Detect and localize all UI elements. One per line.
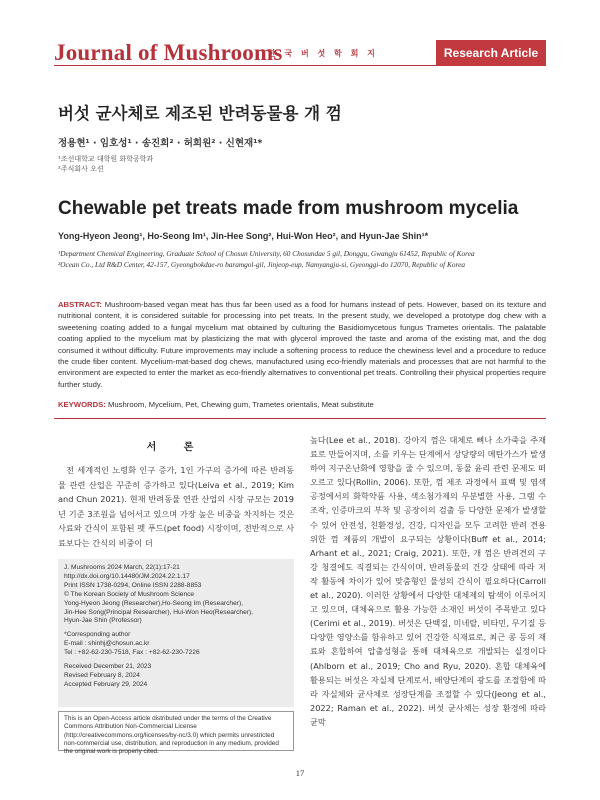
abstract [58, 299, 546, 390]
info-corresponding-label: *Corresponding author [64, 631, 131, 639]
authors-english: Yong-Hyeon Jeong¹, Ho-Seong Im¹, Jin-Hee Song², Hui-Won Heo², and Hyun-Jae Shin¹* [58, 231, 429, 241]
article-type-badge: Research Article [436, 40, 546, 66]
body-text-left-column: 전 세계적인 노령화 인구 증가, 1인 가구의 증가에 따른 반려동물 관련 산업은 꾸준히 증가하고 있다(Leiva et al., 2019; Kim and Chun 2021). 현재 반려동물 연관 산업의 시장 규모는 2019년 기준 3조원을 넘어서고 있으며 가장 높은 비중을 차지하는 것은 사료와 간식이 포함된 펫 푸드(pet food) 시장이며, 전반적으로 사료보다는 간식의 비중이 더 [58, 465, 294, 548]
info-accepted-date: Accepted February 29, 2024 [64, 680, 148, 688]
info-copyright: © The Korean Society of Mushroom Science [64, 590, 195, 598]
title-korean: 버섯 균사체로 제조된 반려동물용 개 껌 [58, 104, 342, 123]
keywords [58, 400, 546, 409]
affiliations-korean [58, 154, 153, 174]
journal-header [54, 40, 546, 66]
info-received-date: Received December 21, 2023 [64, 663, 152, 671]
info-citation: J. Mushrooms 2024 March, 22(1):17-21 [64, 564, 180, 571]
page-number: 17 [295, 768, 305, 778]
affiliation-english-2: ²Ocean Co., Ltd R&D Center, 42-157, Gyeongbokdae-ro baramgol-gil, Jinjeop-eup, Namyangju-si, Gyeonggi-do 12070, Republic of Korea [58, 260, 465, 269]
body-text-right-column: 높다(Lee et al., 2018). 강아지 껌은 대체로 뼈나 소가죽을 주재료로 만들어지며, 소를 키우는 단계에서 상당량의 메탄가스가 발생하여 지구온난화에 영향을 줄 수 있으며, 동물 윤리 관련 문제도 떠오르고 있다(Rollin, 2006). 또한, 껌 제조 과정에서 표백 및 염색 공정에서의 화학약품 사용, 색소첨가제의 무분별한 사용, 그램 수 조작, 인증마크의 부착 및 공장이의 검출 등 다양한 문제가 발생할 수 있어 안전성, 친환경성, 건강, 디자인을 모두 고려한 반려 견용 위한 껌 제품의 개발이 요구되는 상황이다(Buff et al., 2014; Arhant et al., 2021; Craig, 2021). 또한, 개 껌은 반려견의 구강 청결에도 직결되는 간식이며, 반려동물의 건강 상태에 따라 저작 활동에 차이가 있어 맞춤형인 물성의 간식이 필요하다(Carroll et al., 2020). 이러한 상황에서 다양한 대체제의 탐색이 이루어지고 있으며, 대체육으로 활용 가능한 소재인 버섯이 주목받고 있다(Cerimi et al., 2019). 버섯은 단백질, 미네랄, 비타민, 무기질 등 다양한 영양소를 함유하고 있어 건강한 식재료로, 최근 콩 등의 재료와 혼합하여 압출성형을 통해 대체육으로 개발되는 실정이다(Ahlborn et al., 2019; Cho and Ryu, 2020). 혼합 대체육에 활용되는 버섯은 자실체 단계로서, 배양단계의 광도를 조절함에 따라 자실체와 균사체로 성장단계를 조절할 수 있다(Jeong et al., 2022; Raman et al., 2022). 버섯 균사체는 성장 환경에 따라 균막 [310, 435, 546, 727]
affiliations-english [58, 249, 548, 271]
info-doi-link[interactable]: http://dx.doi.org/10.14480/JM.2024.22.1.17 [64, 572, 190, 580]
info-email[interactable]: E-mail : shinhj@chosun.ac.kr [64, 640, 150, 648]
info-author-roles-1: Yong-Hyeon Jeong (Researcher),Ho-Seong Im (Researcher), [64, 599, 243, 607]
open-access-notice: This is an Open-Access article distributed under the terms of the Creative Commons Attribution Non-Commercial License (http://creativecommons.org/licenses/by-nc/3.0) which permits unrestricted non-commercial use, distribution, and reproduction in any medium, provided the original work is properly cited. [58, 711, 294, 751]
info-revised-date: Revised February 8, 2024 [64, 671, 140, 679]
info-author-roles-2: Jin-Hee Song(Principal Researcher), Hui-Won Heo(Researcher), [64, 608, 253, 616]
info-phone-fax: Tel : +82-62-230-7518, Fax : +82-62-230-7226 [64, 649, 200, 657]
affiliation-korean-1: ¹조선대학교 대학원 화학공학과 [58, 155, 154, 163]
journal-name-korean: 한 국 버 섯 학 회 지 [268, 49, 378, 58]
keywords-text: Mushroom, Mycelium, Pet, Chewing gum, Trametes orientalis, Meat substitute [107, 400, 374, 409]
section-title-introduction: 서 론 [146, 442, 206, 453]
abstract-label: ABSTRACT: [58, 300, 102, 309]
title-english: Chewable pet treats made from mushroom mycelia [58, 198, 519, 219]
article-info-box [58, 559, 294, 707]
affiliation-english-1: ¹Department Chemical Engineering, Graduate School of Chosun University, 60 Chosundae 5 gil, Donggu, Gwangju 61452, Republic of Korea [58, 249, 475, 258]
affiliation-korean-2: ²주식회사 오션 [58, 165, 104, 173]
authors-korean: 정용현¹ · 임호성¹ · 송진희² · 허희원² · 신현재¹* [58, 138, 263, 149]
abstract-text: Mushroom-based vegan meat has thus far been used as a food for humans instead of pets. However, based on its texture and nutritional content, it is considered suitable for processing into pet treats. In the present study, we developed a prototype dog chew with a sweetening coating added to a fungal mycelium mat obtained by culturing the Basidiomycetous fungus Trametes orientalis. The palatable coating applied to the mycelium mat by plasticizing the mat with glycerol improved the taste and aroma of the existing mat, and the dog consumed it without difficulty. Future improvements may include a softening process to reduce the chewiness level and a procedure to reduce the crude fiber content. Mycelium-mat-based dog chews, manufactured using eco-friendly materials and processes that are not harmful to the environment are expected to enter the market as eco-friendly alternatives to conventional pet treats. Controlling their physical properties require further study. [58, 300, 546, 389]
info-issn: Print ISSN 1738-0294, Online ISSN 2288-8853 [64, 581, 202, 589]
info-author-roles-3: Hyun-Jae Shin (Professor) [64, 617, 142, 625]
section-divider [54, 418, 546, 419]
keywords-label: KEYWORDS: [58, 400, 106, 409]
journal-name: Journal of Mushrooms [54, 40, 283, 65]
